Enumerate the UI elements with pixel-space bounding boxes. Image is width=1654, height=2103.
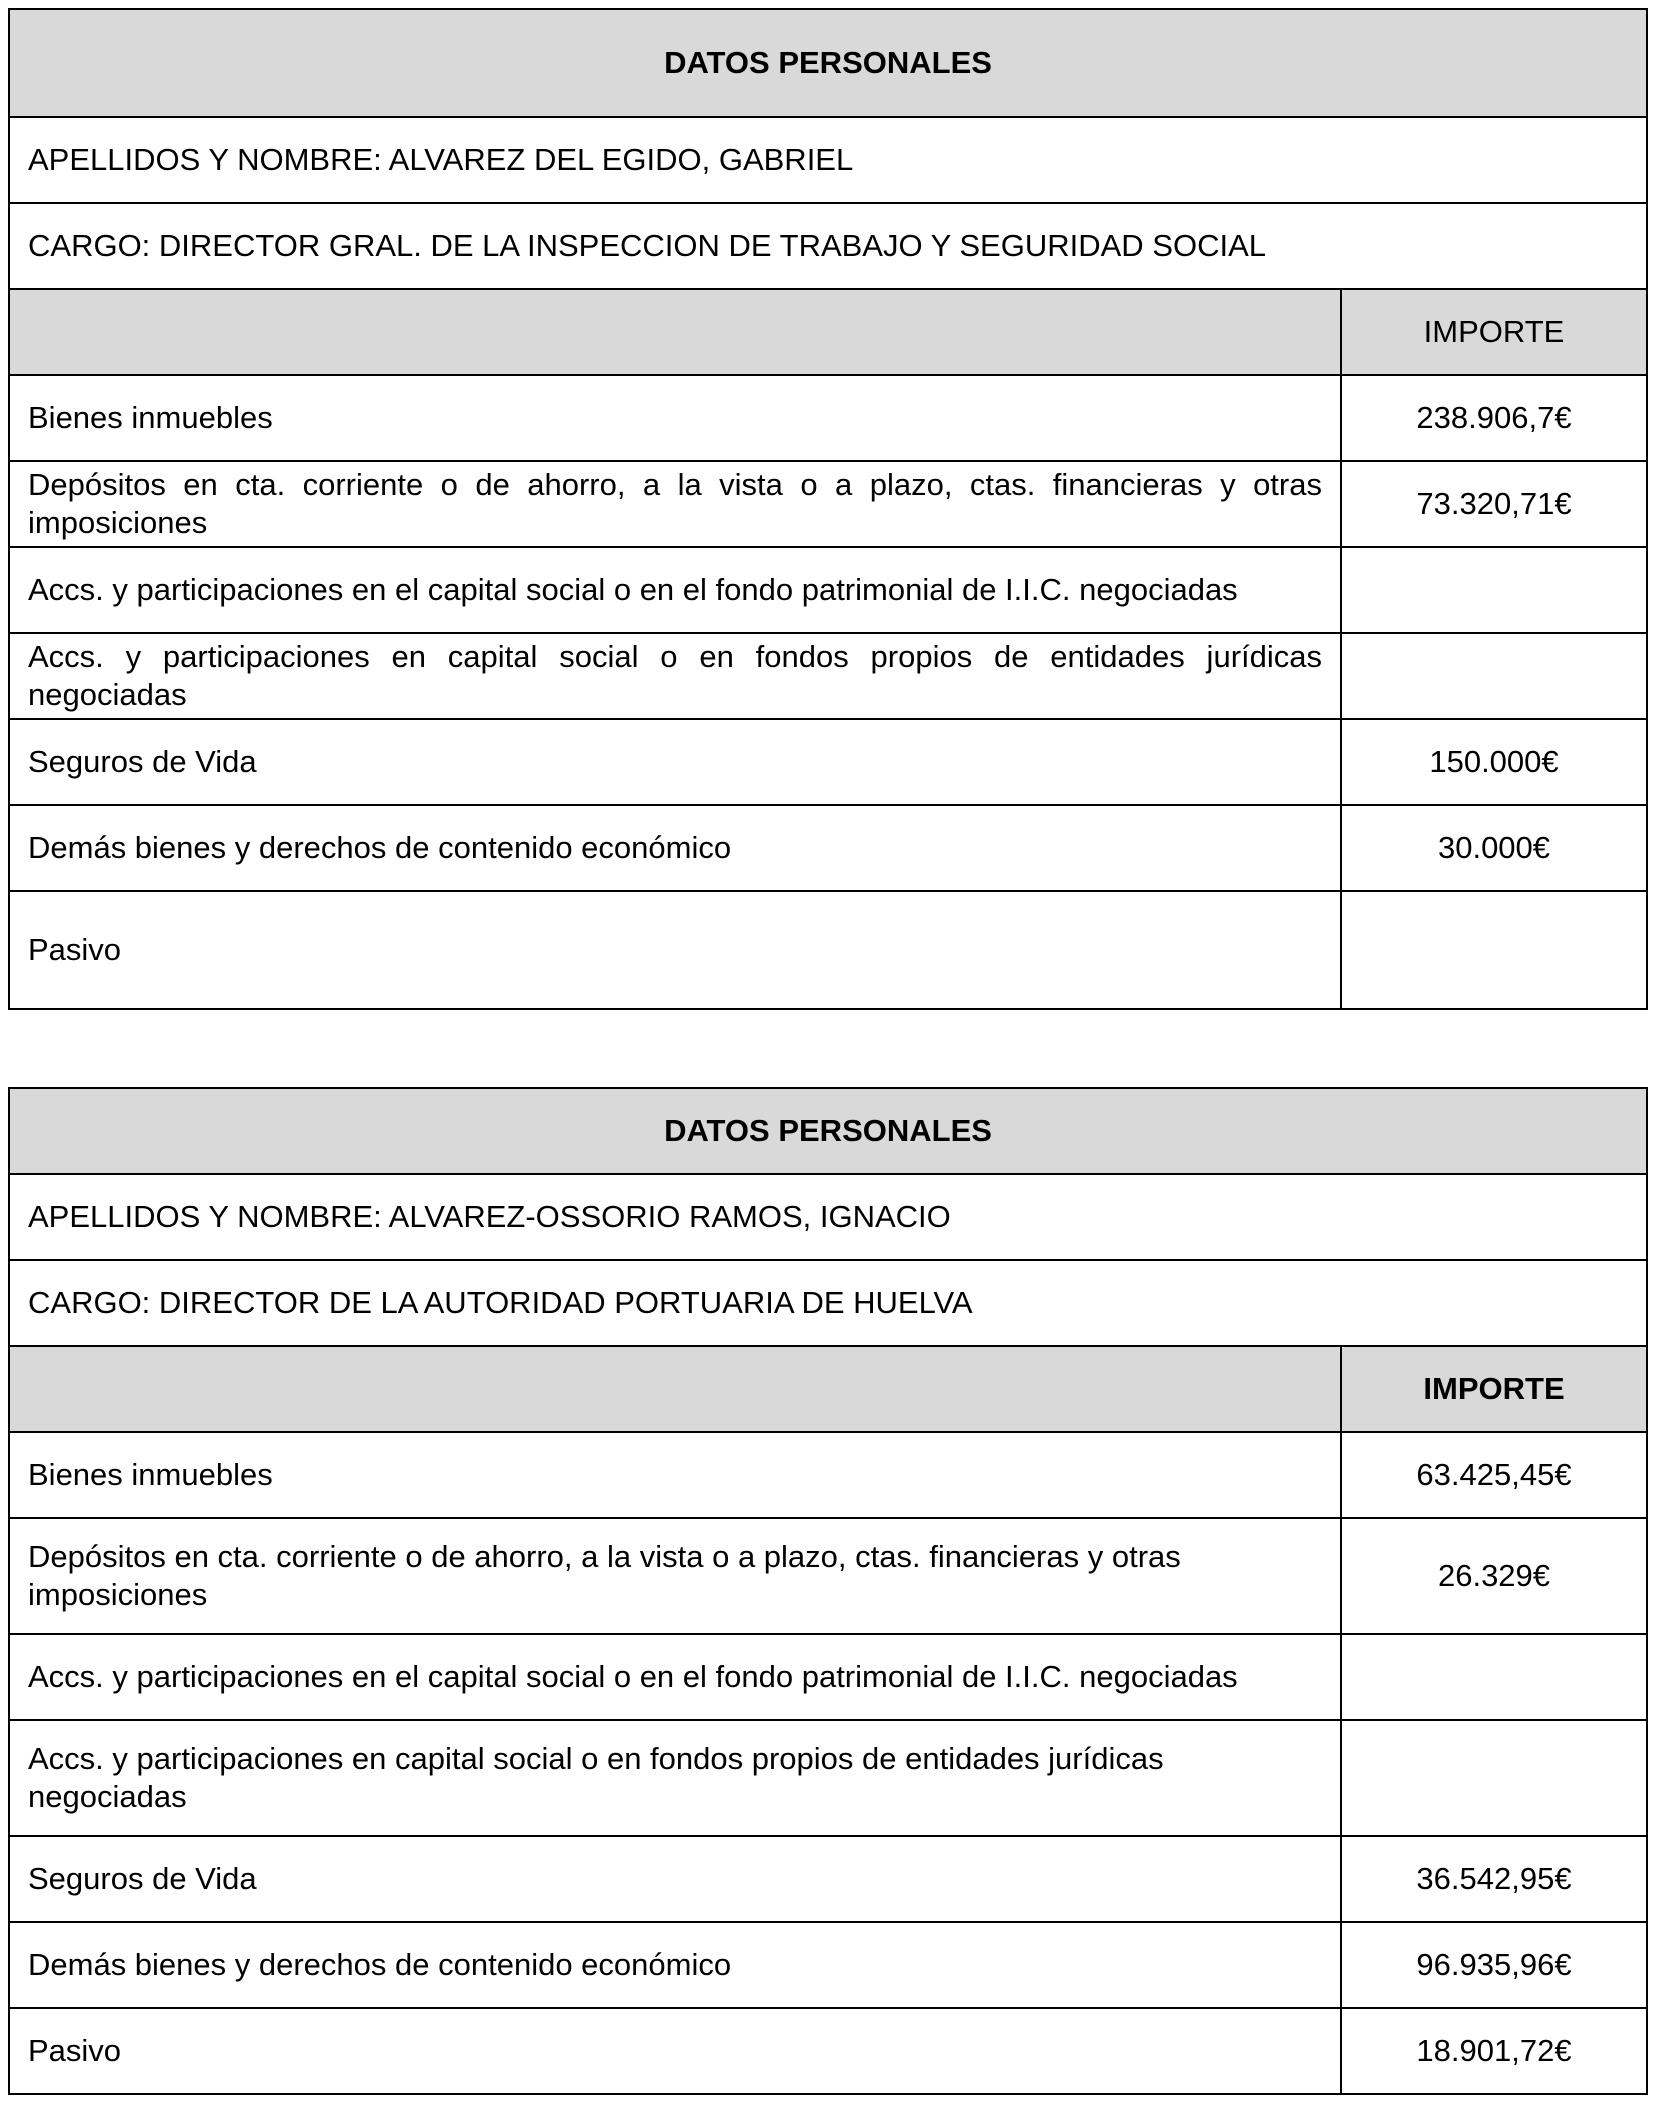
table-row bbox=[9, 547, 1647, 633]
concept-cell: Demás bienes y derechos de contenido económico bbox=[9, 805, 1341, 891]
table-title: DATOS PERSONALES bbox=[9, 1088, 1647, 1174]
table-row bbox=[9, 1634, 1647, 1720]
table-row bbox=[9, 461, 1647, 547]
amount-cell bbox=[1341, 633, 1647, 719]
concept-cell: Accs. y participaciones en capital social o en fondos propios de entidades jurídicas negociadas bbox=[9, 633, 1341, 719]
concept-cell: Seguros de Vida bbox=[9, 1836, 1341, 1922]
amount-cell: 18.901,72€ bbox=[1341, 2008, 1647, 2094]
concept-cell: Accs. y participaciones en capital social o en fondos propios de entidades jurídicas negociadas bbox=[9, 1720, 1341, 1836]
concept-cell: Bienes inmuebles bbox=[9, 375, 1341, 461]
amount-cell bbox=[1341, 547, 1647, 633]
concept-cell: Depósitos en cta. corriente o de ahorro, a la vista o a plazo, ctas. financieras y otras imposiciones bbox=[9, 1518, 1341, 1634]
table-row bbox=[9, 2008, 1647, 2094]
concept-cell: Accs. y participaciones en el capital social o en el fondo patrimonial de I.I.C. negociadas bbox=[9, 547, 1341, 633]
concept-cell: Pasivo bbox=[9, 891, 1341, 1009]
name-line: APELLIDOS Y NOMBRE: ALVAREZ-OSSORIO RAMOS, IGNACIO bbox=[9, 1174, 1647, 1260]
concept-header bbox=[9, 1346, 1341, 1432]
table-row bbox=[9, 805, 1647, 891]
table-row bbox=[9, 375, 1647, 461]
amount-header: IMPORTE bbox=[1341, 289, 1647, 375]
amount-cell bbox=[1341, 1634, 1647, 1720]
amount-cell: 26.329€ bbox=[1341, 1518, 1647, 1634]
table-row bbox=[9, 1836, 1647, 1922]
concept-cell: Depósitos en cta. corriente o de ahorro, a la vista o a plazo, ctas. financieras y otras imposiciones bbox=[9, 461, 1341, 547]
concept-cell: Seguros de Vida bbox=[9, 719, 1341, 805]
amount-cell: 63.425,45€ bbox=[1341, 1432, 1647, 1518]
concept-cell: Accs. y participaciones en el capital social o en el fondo patrimonial de I.I.C. negociadas bbox=[9, 1634, 1341, 1720]
declaration-table-1 bbox=[8, 8, 1648, 1010]
amount-cell: 36.542,95€ bbox=[1341, 1836, 1647, 1922]
name-line: APELLIDOS Y NOMBRE: ALVAREZ DEL EGIDO, GABRIEL bbox=[9, 117, 1647, 203]
amount-cell: 238.906,7€ bbox=[1341, 375, 1647, 461]
table-title: DATOS PERSONALES bbox=[9, 9, 1647, 117]
concept-cell: Bienes inmuebles bbox=[9, 1432, 1341, 1518]
concept-header bbox=[9, 289, 1341, 375]
amount-cell bbox=[1341, 1720, 1647, 1836]
cargo-line: CARGO: DIRECTOR GRAL. DE LA INSPECCION DE TRABAJO Y SEGURIDAD SOCIAL bbox=[9, 203, 1647, 289]
amount-cell: 150.000€ bbox=[1341, 719, 1647, 805]
table-row bbox=[9, 1432, 1647, 1518]
table-row bbox=[9, 1518, 1647, 1634]
table-row bbox=[9, 719, 1647, 805]
concept-cell: Demás bienes y derechos de contenido económico bbox=[9, 1922, 1341, 2008]
concept-cell: Pasivo bbox=[9, 2008, 1341, 2094]
table-row bbox=[9, 891, 1647, 1009]
cargo-line: CARGO: DIRECTOR DE LA AUTORIDAD PORTUARIA DE HUELVA bbox=[9, 1260, 1647, 1346]
declaration-table-2 bbox=[8, 1087, 1648, 2095]
amount-cell bbox=[1341, 891, 1647, 1009]
table-row bbox=[9, 1720, 1647, 1836]
amount-cell: 30.000€ bbox=[1341, 805, 1647, 891]
amount-cell: 73.320,71€ bbox=[1341, 461, 1647, 547]
amount-cell: 96.935,96€ bbox=[1341, 1922, 1647, 2008]
amount-header: IMPORTE bbox=[1341, 1346, 1647, 1432]
table-row bbox=[9, 1922, 1647, 2008]
table-row bbox=[9, 633, 1647, 719]
